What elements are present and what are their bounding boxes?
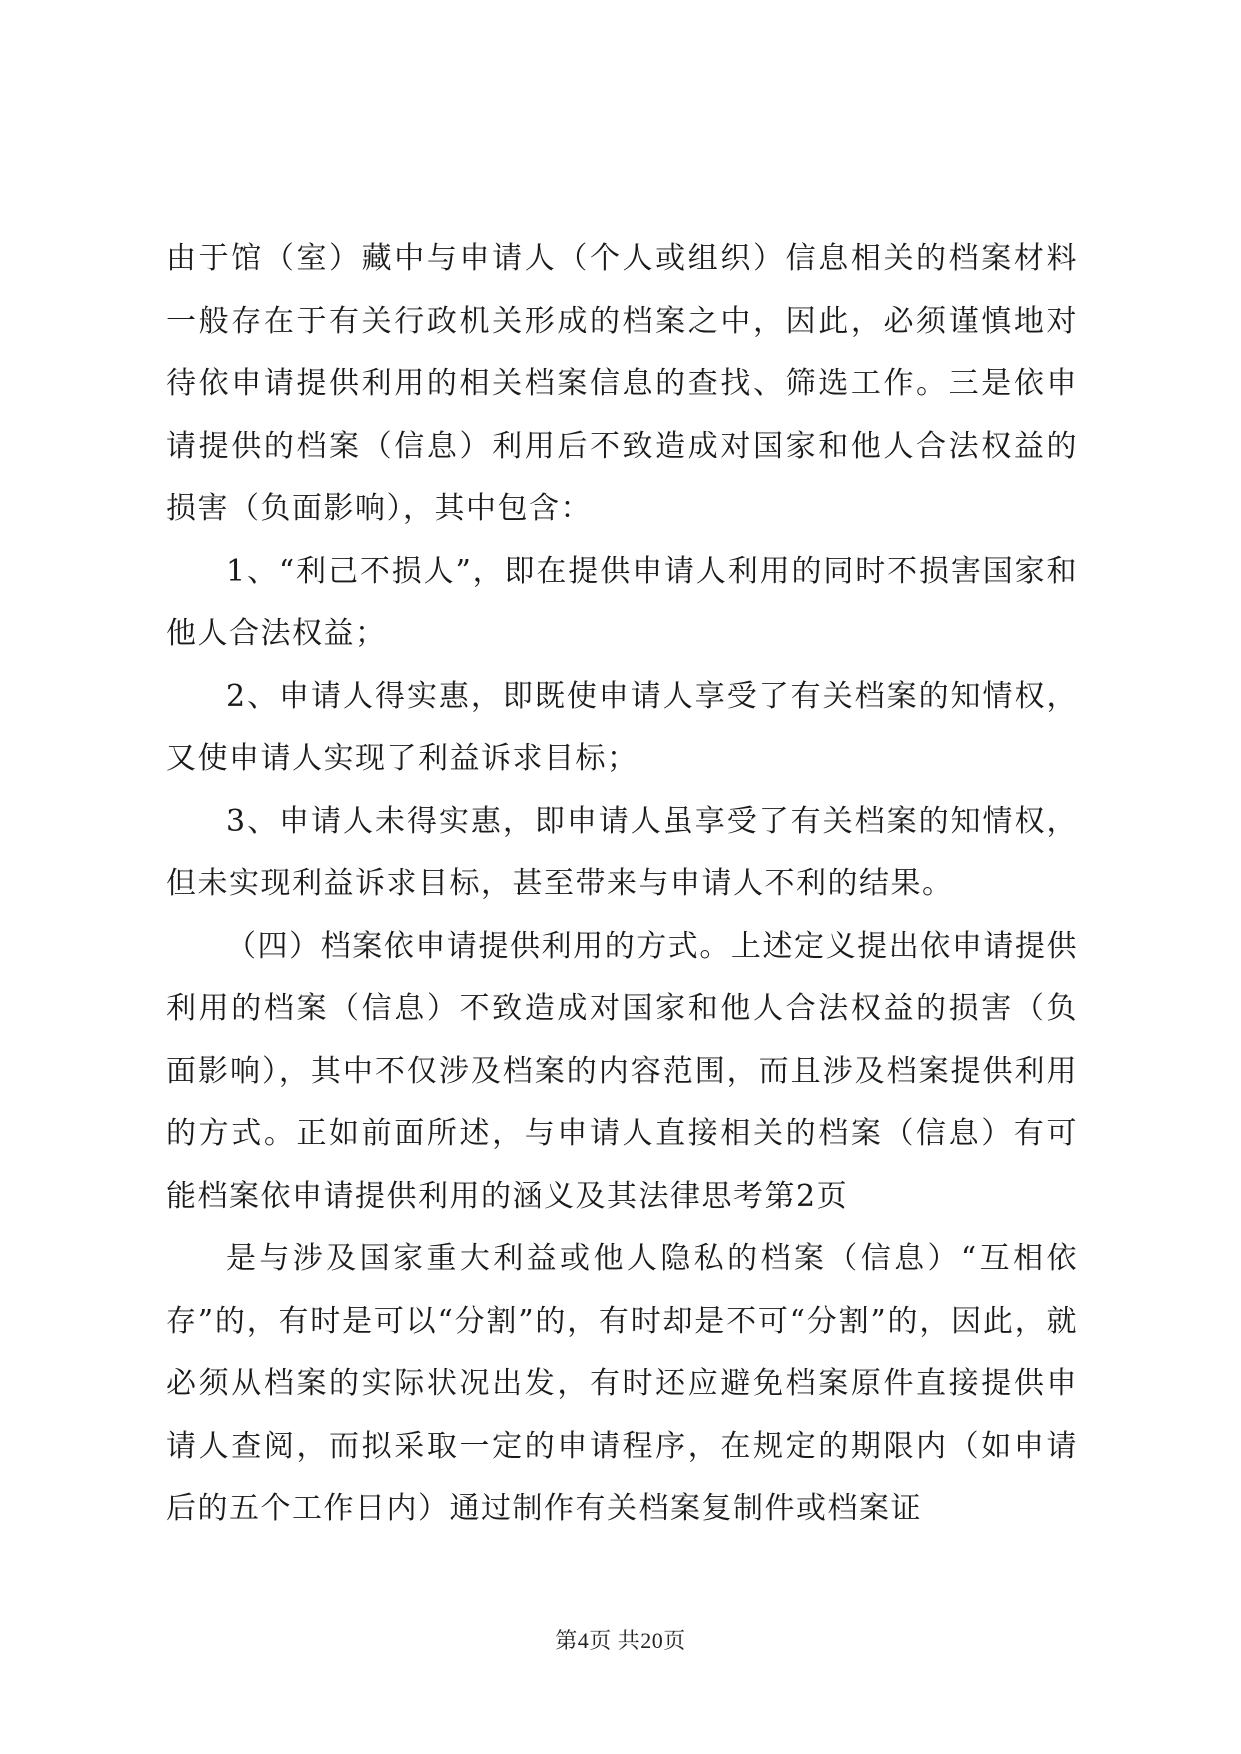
paragraph-6: 是与涉及国家重大利益或他人隐私的档案（信息）“互相依存”的，有时是可以“分割”的，有时却是不可“分割”的，因此，就必须从档案的实际状况出发，有时还应避免档案原件直接提供申请人查阅，而拟采取一定的申请程序，在规定的期限内（如申请后的五个工作日内）通过制作有关档案复制件或档案证: [166, 1241, 1078, 1526]
paragraph-3: 2、申请人得实惠，即既使申请人享受了有关档案的知情权，又使申请人实现了利益诉求目标；: [166, 678, 1078, 776]
document-body: [166, 228, 1078, 1541]
paragraph-4: 3、申请人未得实惠，即申请人虽享受了有关档案的知情权，但未实现利益诉求目标，甚至带来与申请人不利的结果。: [166, 803, 1078, 901]
paragraph-1: 由于馆（室）藏中与申请人（个人或组织）信息相关的档案材料一般存在于有关行政机关形成的档案之中，因此，必须谨慎地对待依申请提供利用的相关档案信息的查找、筛选工作。三是依申请提供的档案（信息）利用后不致造成对国家和他人合法权益的损害（负面影响），其中包含：: [166, 241, 1078, 526]
paragraph-2: 1、“利己不损人”，即在提供申请人利用的同时不损害国家和他人合法权益；: [166, 553, 1078, 651]
page-footer: 第4页 共20页: [555, 1628, 686, 1653]
paragraph-5: （四）档案依申请提供利用的方式。上述定义提出依申请提供利用的档案（信息）不致造成对国家和他人合法权益的损害（负面影响），其中不仅涉及档案的内容范围，而且涉及档案提供利用的方式。正如前面所述，与申请人直接相关的档案（信息）有可能档案依申请提供利用的涵义及其法律思考第2页: [166, 928, 1078, 1214]
